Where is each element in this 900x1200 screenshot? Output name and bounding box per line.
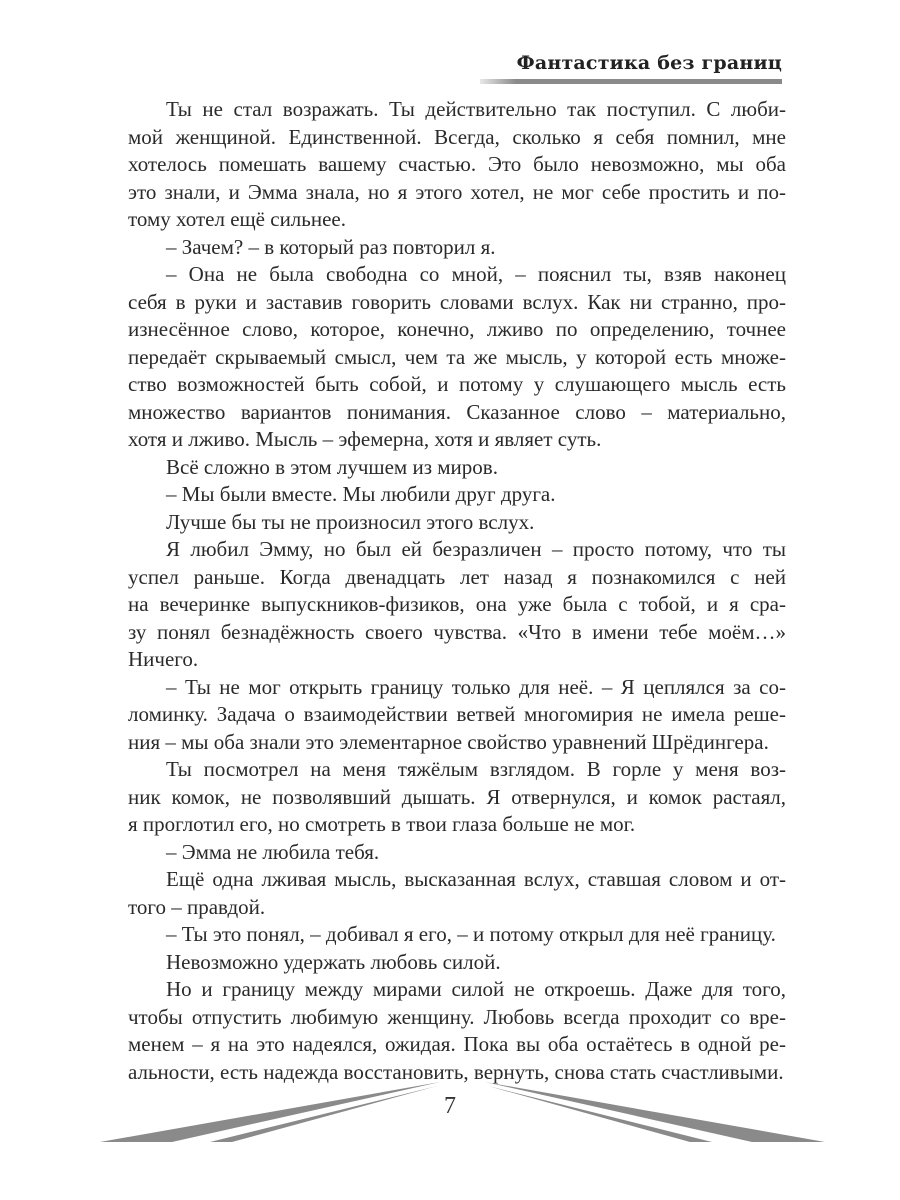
text-line: Ты не стал возражать. Ты действительно так поступил. С люби- (166, 97, 786, 121)
text-line: – Эмма не любила тебя. (166, 839, 380, 864)
text-line: ломинку. Задача о взаимодействии ветвей многомирия не имела реше- (128, 702, 786, 726)
paragraph (128, 756, 786, 839)
text-line: Я любил Эмму, но был ей безразличен – просто потому, что ты (166, 537, 786, 561)
text-line: тому хотел ещё сильнее. (128, 207, 346, 231)
text-line: успел раньше. Когда двенадцать лет назад я познакомился с ней (128, 564, 786, 589)
text-line: зу понял безнадёжность своего чувства. «Что в имени тебе моём…» (128, 619, 786, 644)
text-line: ник комок, не позволявший дышать. Я отвернулся, и комок растаял, (128, 784, 786, 809)
text-line: Ты посмотрел на меня тяжёлым взглядом. В горле у меня воз- (166, 757, 786, 781)
text-line: Но и границу между мирами силой не откроешь. Даже для того, (166, 977, 786, 1001)
paragraph (128, 949, 786, 977)
text-line: это знали, и Эмма знала, но я этого хотел, не мог себе простить и по- (128, 179, 786, 204)
paragraph (128, 509, 786, 537)
text-line: я проглотил его, но смотреть в твои глаза больше не мог. (128, 812, 636, 836)
text-line: – Она не была свободна со мной, – пояснил ты, взяв наконец (166, 262, 786, 286)
text-line: Ещё одна лживая мысль, высказанная вслух, ставшая словом и от- (166, 867, 786, 891)
text-line: ство возможностей быть собой, и потому у слушающего мысль есть (128, 372, 786, 396)
text-line: Ничего. (128, 647, 199, 671)
text-line: менем – я на это надеялся, ожидая. Пока вы оба остаётесь в одной ре- (128, 1032, 786, 1056)
text-line: Невозможно удержать любовь силой. (166, 949, 501, 974)
text-line: передаёт скрываемый смысл, чем та же мысль, у которой есть множе- (128, 344, 786, 369)
text-line: Лучше бы ты не произносил этого вслух. (166, 509, 535, 534)
text-line: множество вариантов понимания. Сказанное слово – материально, (128, 399, 786, 424)
text-line: альности, есть надежда восстановить, вернуть, снова стать счастливыми. (128, 1059, 784, 1084)
text-line: изнесённое слово, которое, конечно, лживо по определению, точнее (128, 317, 786, 341)
paragraph (128, 234, 786, 262)
page-number: 7 (444, 1093, 456, 1119)
text-line: на вечеринке выпускников-физиков, она уже была с тобой, и я сра- (128, 592, 786, 616)
paragraph (128, 481, 786, 509)
paragraph (128, 536, 786, 674)
paragraph (128, 866, 786, 921)
page-body-text (128, 96, 786, 1086)
paragraph (128, 921, 786, 949)
paragraph (128, 674, 786, 757)
text-line: – Ты это понял, – добивал я его, – и потому открыл для неё границу. (166, 922, 776, 946)
text-line: – Зачем? – в который раз повторил я. (166, 234, 496, 259)
text-line: – Ты не мог открыть границу только для неё. – Я цеплялся за со- (166, 674, 786, 699)
text-line: хотелось помешать вашему счастью. Это было невозможно, мы оба (128, 152, 786, 176)
book-title: Фантастика без границ (516, 52, 782, 74)
paragraph (128, 454, 786, 482)
paragraph (128, 96, 786, 234)
text-line: мой женщиной. Единственной. Всегда, сколько я себя помнил, мне (128, 124, 786, 149)
text-line: себя в руки и заставив говорить словами вслух. Как ни странно, про- (128, 289, 786, 314)
paragraph (128, 839, 786, 867)
text-line: ния – мы оба знали это элементарное свойство уравнений Шрёдингера. (128, 729, 769, 754)
text-line: – Мы были вместе. Мы любили друг друга. (166, 482, 556, 506)
paragraph (128, 261, 786, 454)
header-rule (480, 79, 782, 84)
text-line: того – правдой. (128, 894, 266, 919)
text-line: хотя и лживо. Мысль – эфемерна, хотя и являет суть. (128, 427, 602, 451)
text-line: Всё сложно в этом лучшем из миров. (166, 454, 498, 479)
text-line: чтобы отпустить любимую женщину. Любовь всегда проходит со вре- (128, 1004, 786, 1029)
